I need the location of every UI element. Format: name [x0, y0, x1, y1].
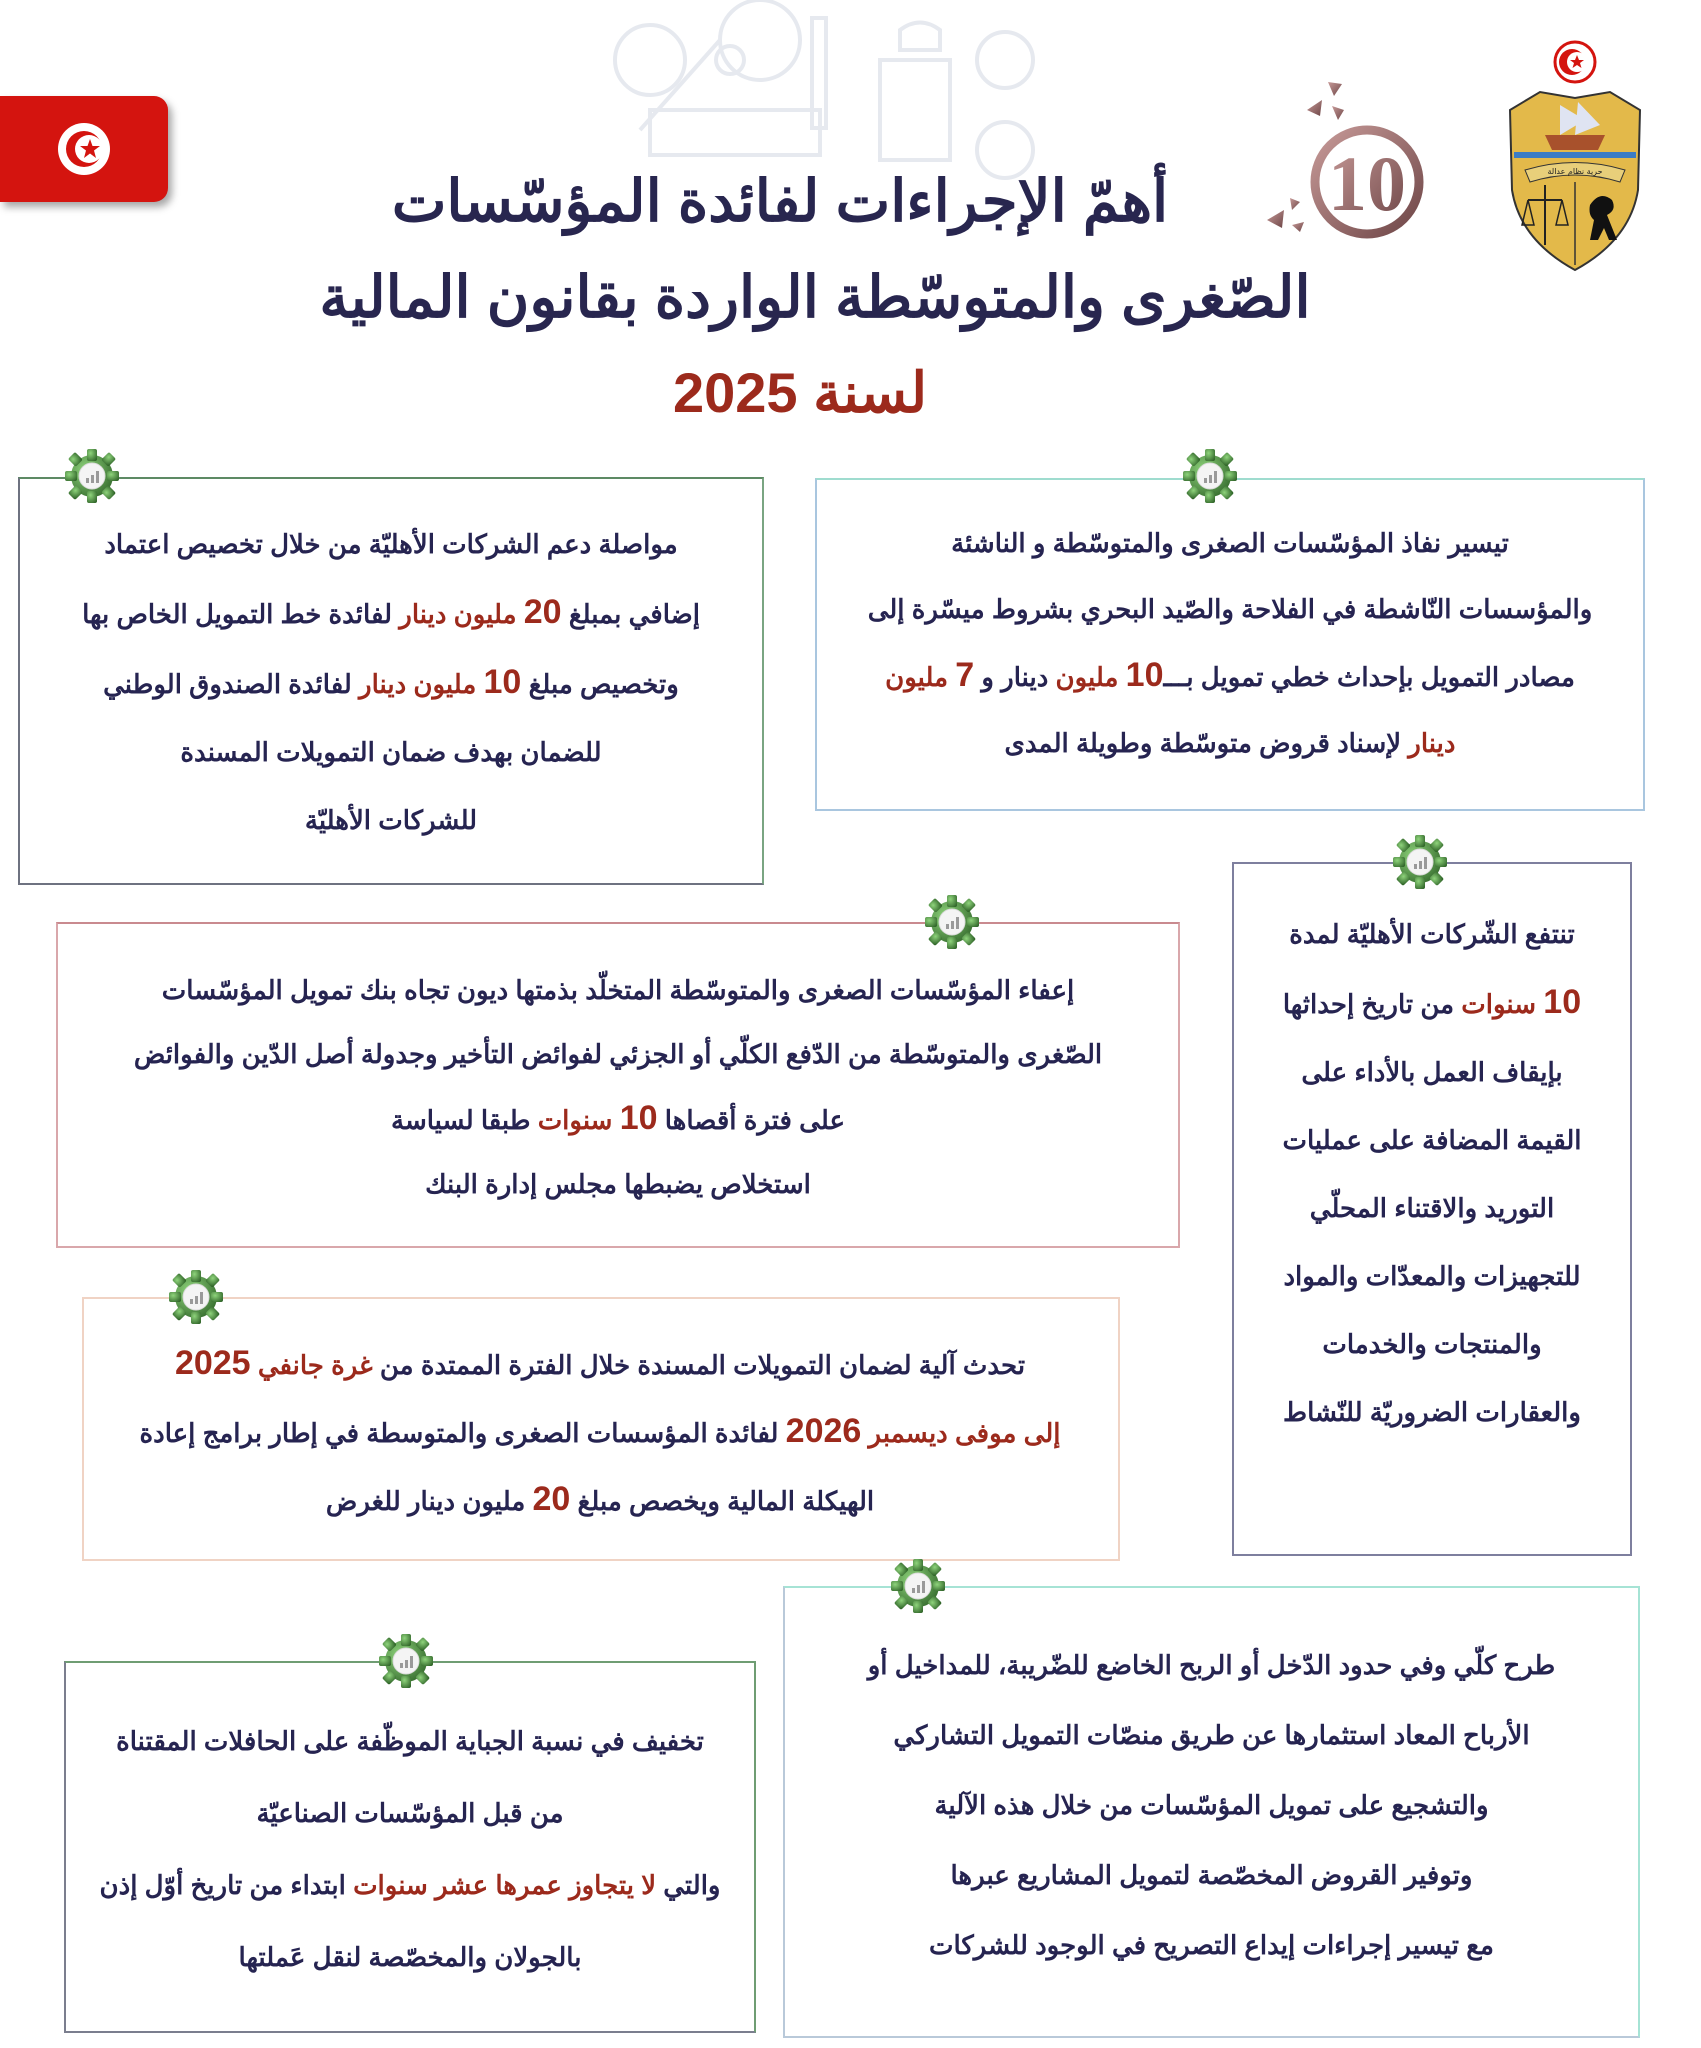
text-segment: الصّغرى والمتوسّطة من الدّفع الكلّي أو الجزئي لفوائض التأخير وجدولة أصل الدّين والفوائض	[133, 1039, 1103, 1069]
measure-text-financing-access	[835, 510, 1625, 776]
text-segment: بالجولان والمخصّصة لنقل عَملتها	[238, 1942, 582, 1972]
measure-text-line	[100, 1466, 1100, 1534]
text-segment: لإسناد قروض متوسّطة وطويلة المدى	[1004, 728, 1409, 758]
tunisia-flag-emblem-icon	[55, 120, 113, 178]
page-title-year: لسنة 2025	[672, 361, 928, 424]
measure-text-line	[1248, 968, 1616, 1038]
highlight-text: إلى موفى ديسمبر	[868, 1418, 1061, 1448]
measure-text-line	[76, 1152, 1160, 1216]
measure-text-line	[803, 1770, 1620, 1840]
gear-chart-icon	[168, 1269, 224, 1325]
measure-text-line	[84, 1921, 736, 1993]
measure-text-line	[1248, 1378, 1616, 1446]
text-segment: مع تيسير إجراءات إيداع التصريح في الوجود للشركات	[929, 1930, 1494, 1960]
text-segment: مليون دينار للغرض	[325, 1486, 533, 1516]
measure-text-bank-debt-exemption	[76, 958, 1160, 1216]
text-segment: والتشجيع على تمويل المؤسّسات من خلال هذه الآلية	[934, 1790, 1489, 1820]
text-segment: التوريد والاقتناء المحلّي	[1309, 1193, 1555, 1223]
measure-text-line	[38, 510, 744, 578]
text-segment: وتوفير القروض المخصّصة لتمويل المشاريع عبرها	[950, 1860, 1473, 1890]
text-segment: لفائدة خط التمويل الخاص بها	[82, 599, 400, 629]
measure-text-community-companies-support	[38, 510, 744, 854]
text-segment: مواصلة دعم الشركات الأهليّة من خلال تخصيص اعتماد	[104, 529, 678, 559]
text-segment: من تاريخ إحداثها	[1282, 989, 1462, 1019]
measure-text-line	[38, 786, 744, 854]
text-segment: وتخصيص مبلغ	[521, 669, 679, 699]
text-segment: والمنتجات والخدمات	[1322, 1329, 1542, 1359]
text-segment: الأرباح المعاد استثمارها عن طريق منصّات التمويل التشاركي	[893, 1720, 1530, 1750]
highlight-text: لا يتجاوز عمرها عشر سنوات	[353, 1870, 657, 1900]
highlight-text: سنوات	[1461, 989, 1544, 1019]
measure-text-line	[1248, 900, 1616, 968]
text-segment: إعفاء المؤسّسات الصغرى والمتوسّطة المتخلّد بذمتها ديون تجاه بنك تمويل المؤسّسات	[161, 975, 1075, 1005]
text-segment: والتي	[656, 1870, 721, 1900]
measure-text-line	[100, 1330, 1100, 1398]
measure-text-line	[803, 1840, 1620, 1910]
page-title-line-2: الصّغرى والمتوسّطة الواردة بقانون المالية	[319, 265, 1311, 330]
page-title-line-1: أهمّ الإجراءات لفائدة المؤسّسات	[391, 169, 1169, 234]
text-segment: إضافي بمبلغ	[561, 599, 700, 629]
measure-text-line	[1248, 1106, 1616, 1174]
tunisia-flag-tab	[0, 96, 168, 202]
measure-text-line	[835, 510, 1625, 576]
badge-number: 10	[1328, 140, 1406, 227]
measure-text-line	[1248, 1174, 1616, 1242]
text-segment: القيمة المضافة على عمليات	[1282, 1125, 1582, 1155]
text-segment: مصادر التمويل بإحداث خطي تمويل بـــ	[1163, 662, 1575, 692]
measure-text-line	[76, 1086, 1160, 1152]
text-segment: لفائدة الصندوق الوطني	[103, 669, 360, 699]
highlight-number: 10	[1543, 983, 1582, 1021]
text-segment: بإيقاف العمل بالأداء على	[1301, 1057, 1563, 1087]
gear-chart-icon	[64, 448, 120, 504]
text-segment: للضمان بهدف ضمان التمويلات المسندة	[180, 737, 602, 767]
top-ten-badge	[1262, 70, 1432, 240]
highlight-text: مليون دينار	[399, 599, 524, 629]
highlight-text: سنوات	[537, 1105, 620, 1135]
measure-text-vat-suspension	[1248, 900, 1616, 1446]
measure-text-line	[1248, 1242, 1616, 1310]
highlight-number: 7	[955, 656, 975, 694]
text-segment: من قبل المؤسّسات الصناعيّة	[256, 1798, 564, 1828]
measure-text-bus-tax-reduction	[84, 1705, 736, 1993]
text-segment: ابتداء من تاريخ أوّل إذن	[99, 1870, 354, 1900]
text-segment: والمؤسسات النّاشطة في الفلاحة والصّيد البحري بشروط ميسّرة إلى	[867, 594, 1593, 624]
measure-text-line	[835, 710, 1625, 776]
gear-chart-icon	[1392, 834, 1448, 890]
measure-text-line	[1248, 1038, 1616, 1106]
highlight-number: 10	[619, 1099, 658, 1137]
highlight-text: مليون	[1055, 662, 1126, 692]
measure-text-line	[84, 1777, 736, 1849]
text-segment: استخلاص يضبطها مجلس إدارة البنك	[425, 1169, 811, 1199]
measure-text-line	[835, 576, 1625, 642]
measure-text-line	[38, 578, 744, 648]
measure-text-guarantee-mechanism	[100, 1330, 1100, 1534]
measure-text-line	[76, 958, 1160, 1022]
text-segment: تحدث آلية لضمان التمويلات المسندة خلال الفترة الممتدة من	[372, 1350, 1026, 1380]
highlight-text: مليون دينار	[359, 669, 484, 699]
highlight-number: 20	[532, 1480, 571, 1518]
measure-text-line	[38, 718, 744, 786]
text-segment: تخفيف في نسبة الجباية الموظّفة على الحافلات المقتناة	[116, 1726, 704, 1756]
measure-text-crowdfunding-deduction	[803, 1630, 1620, 1980]
measure-text-line	[76, 1022, 1160, 1086]
gear-chart-icon	[924, 894, 980, 950]
text-segment: تنتفع الشّركات الأهليّة لمدة	[1289, 919, 1575, 949]
measure-text-line	[84, 1705, 736, 1777]
text-segment: دينار و	[974, 662, 1056, 692]
text-segment: تيسير نفاذ المؤسّسات الصغرى والمتوسّطة و الناشئة	[951, 528, 1509, 558]
highlight-number: 20	[523, 593, 562, 631]
highlight-number: 10	[483, 663, 522, 701]
gear-chart-icon	[1182, 448, 1238, 504]
coat-of-arms-motto: حرية نظام عدالة	[1547, 167, 1603, 176]
measure-text-line	[803, 1910, 1620, 1980]
text-segment: للتجهيزات والمعدّات والمواد	[1283, 1261, 1581, 1291]
measure-text-line	[803, 1700, 1620, 1770]
gear-chart-icon	[890, 1558, 946, 1614]
text-segment: طرح كلّي وفي حدود الدّخل أو الربح الخاضع للضّريبة، للمداخيل أو	[867, 1650, 1556, 1680]
text-segment: والعقارات الضروريّة للنّشاط	[1283, 1397, 1581, 1427]
highlight-text: غرة جانفي	[257, 1350, 373, 1380]
text-segment: طبقا لسياسة	[391, 1105, 538, 1135]
text-segment: لفائدة المؤسسات الصغرى والمتوسطة في إطار برامج إعادة	[139, 1418, 786, 1448]
text-segment: على فترة أقصاها	[657, 1105, 845, 1135]
highlight-text: مليون	[885, 662, 956, 692]
measure-text-line	[100, 1398, 1100, 1466]
highlight-number: 10	[1125, 656, 1164, 694]
gear-chart-icon	[378, 1633, 434, 1689]
highlight-number: 2026	[785, 1412, 862, 1450]
measure-text-line	[803, 1630, 1620, 1700]
text-segment	[861, 1418, 868, 1448]
text-segment	[251, 1350, 258, 1380]
highlight-text: دينار	[1408, 728, 1456, 758]
measure-text-line	[84, 1849, 736, 1921]
measure-text-line	[38, 648, 744, 718]
measure-text-line	[1248, 1310, 1616, 1378]
tunisia-coat-of-arms	[1500, 40, 1650, 275]
text-segment: للشركات الأهليّة	[304, 805, 478, 835]
highlight-number: 2025	[174, 1344, 251, 1382]
text-segment: الهيكلة المالية ويخصص مبلغ	[570, 1486, 875, 1516]
measure-text-line	[835, 642, 1625, 710]
